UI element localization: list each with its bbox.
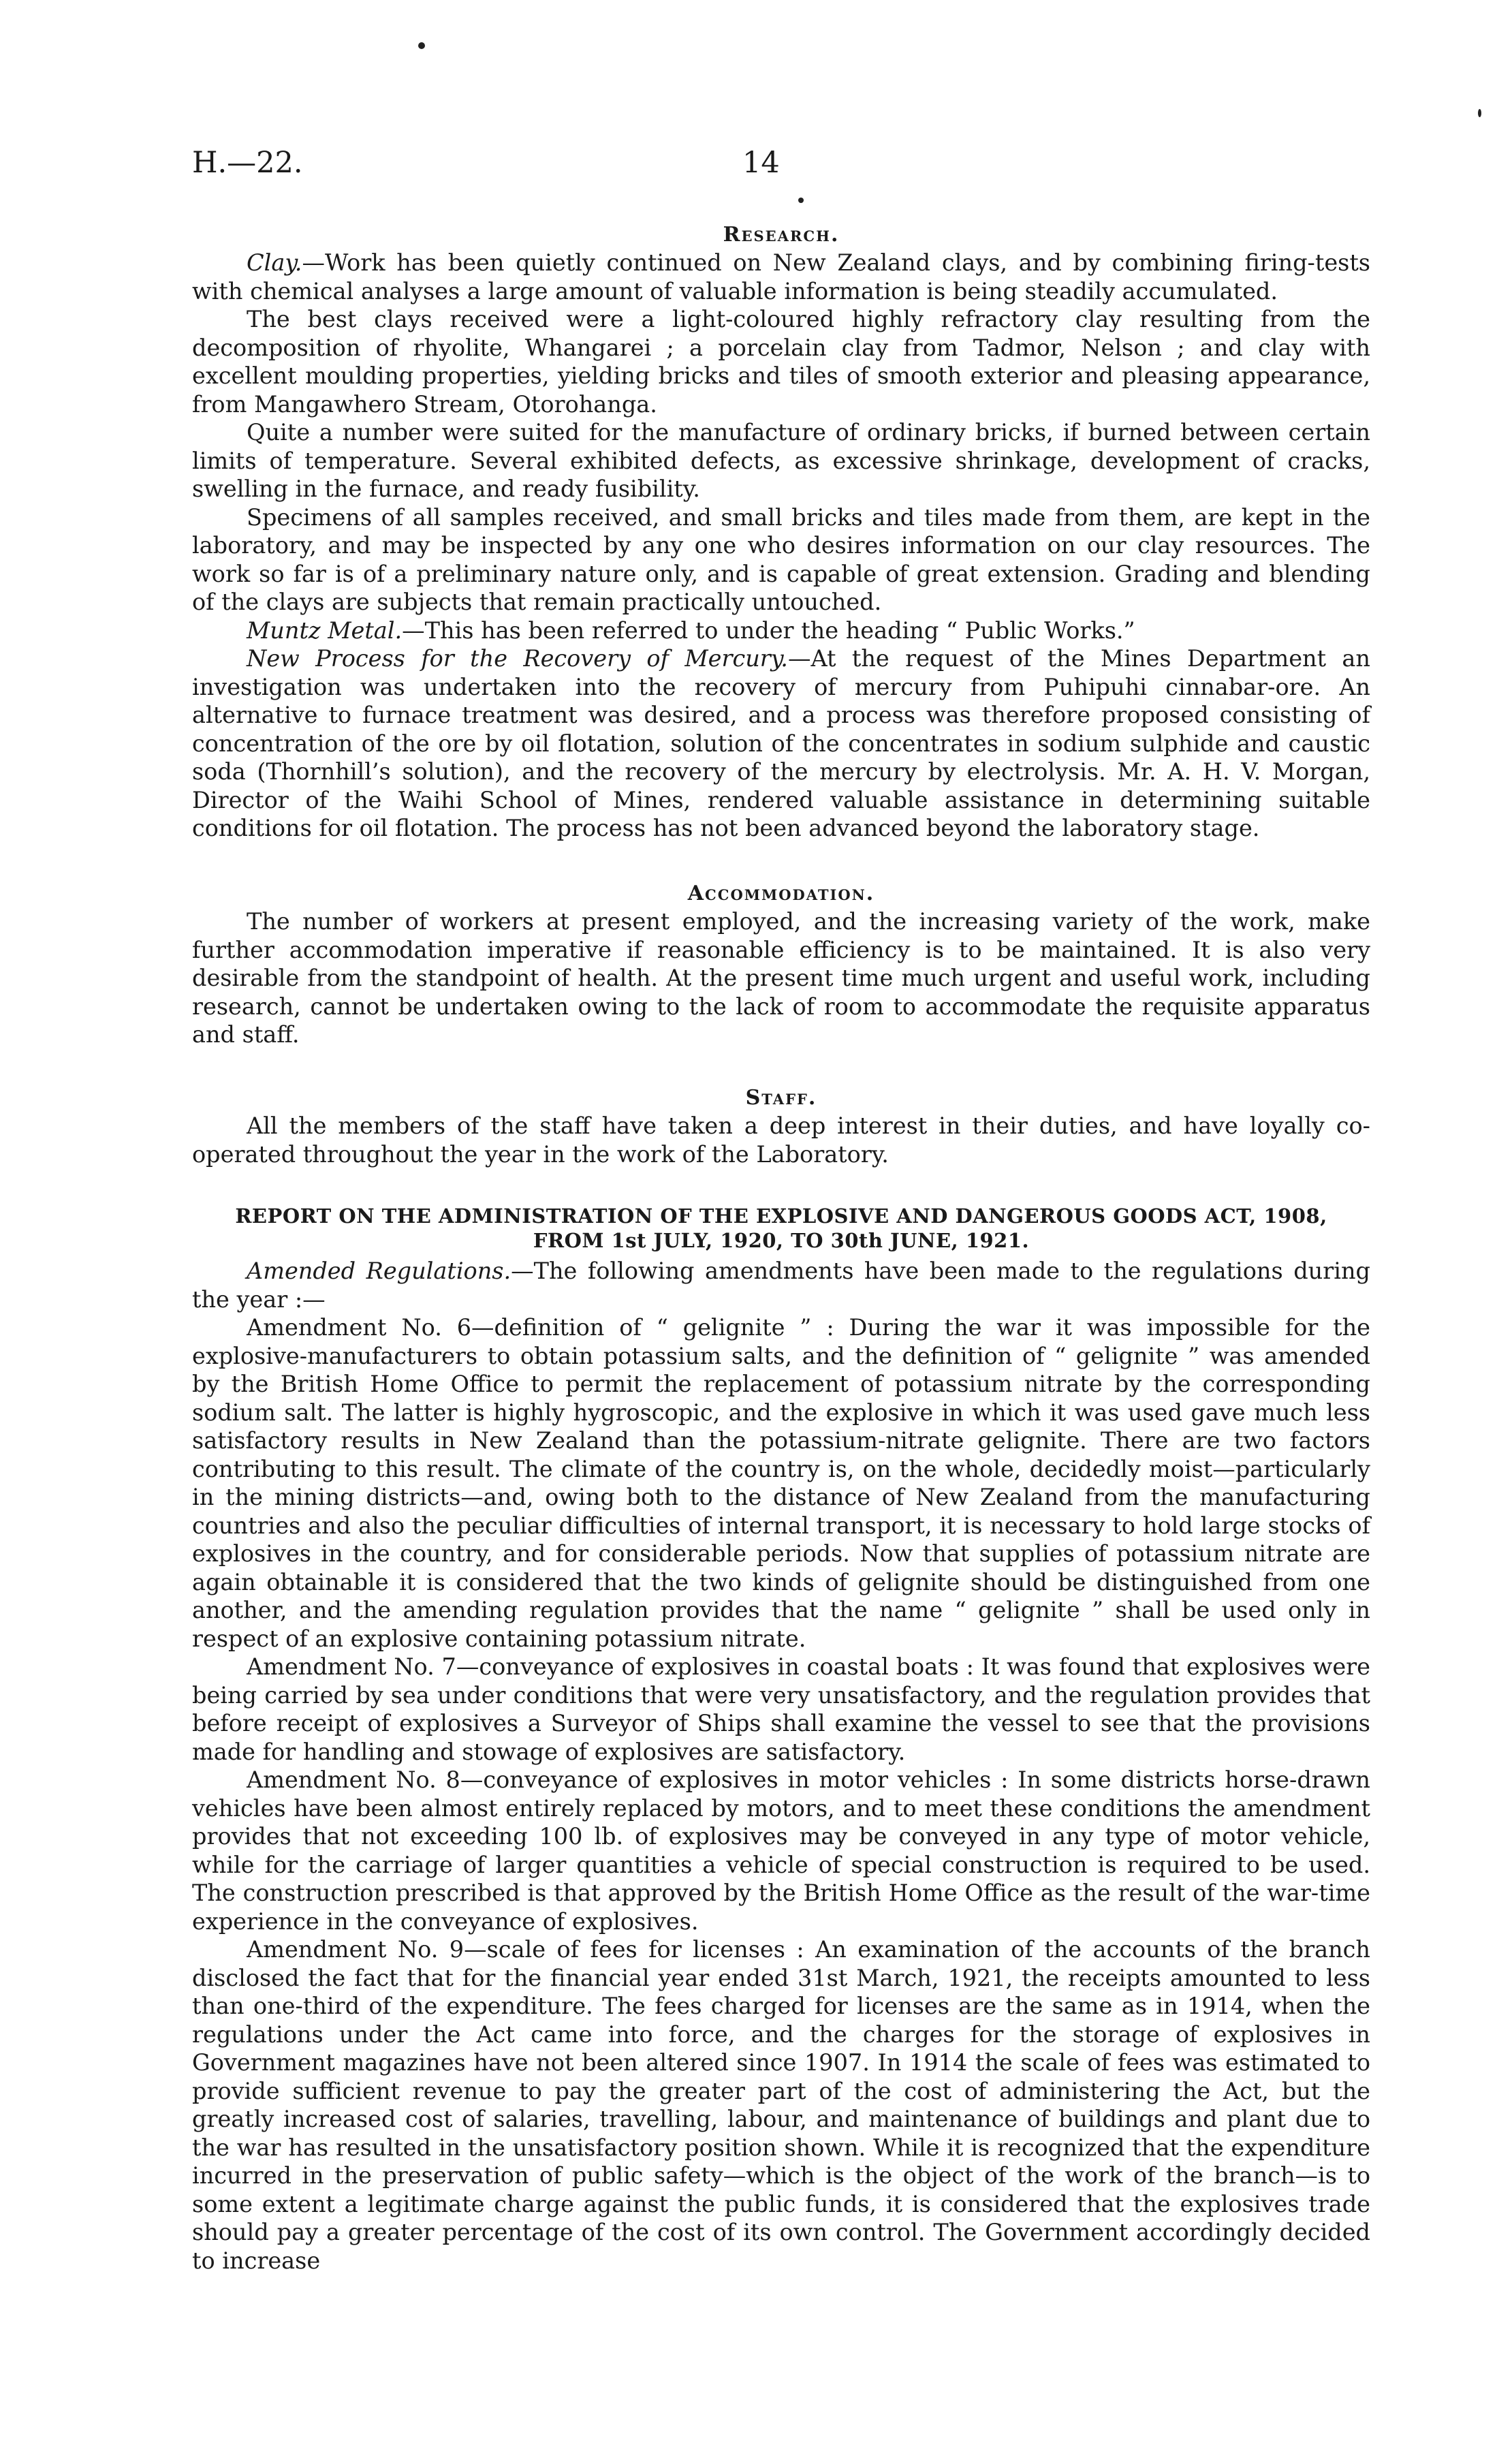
- report-paragraph: [192, 1313, 1370, 1653]
- paragraph-text: —The following amendments have been made to the regulations during the year :—: [192, 1258, 1370, 1313]
- paragraph-text: —This has been referred to under the heading “ Public Works.”: [402, 617, 1135, 644]
- ink-speck: [418, 42, 425, 49]
- paragraph-lead: New Process for the Recovery of Mercury.: [247, 645, 788, 672]
- paragraph-text: —Work has been quietly continued on New Zealand clays, and by combining firing-tests with chemical analyses a large amount of valuable information is being steadily accumulated.: [192, 249, 1370, 305]
- report-paragraph: [192, 1935, 1370, 2275]
- paragraph-text: Amendment No. 7—conveyance of explosives in coastal boats : It was found that explosives were being carried by sea under conditions that were very unsatisfactory, and the regulation provides that before receipt of explosives a Surveyor of Ships shall examine the vessel to see that the provisions made for handling and stowage of explosives are satisfactory.: [192, 1653, 1370, 1765]
- paragraph-text: Amendment No. 9—scale of fees for licenses : An examination of the accounts of the branch disclosed the fact that for the financial year ended 31st March, 1921, the receipts amounted to less than one-third of the expenditure. The fees charged for licenses are the same as in 1914, when the regulations under the Act came into force, and the charges for the storage of explosives in Government magazines have not been altered since 1907. In 1914 the scale of fees was estimated to provide sufficient revenue to pay the greater part of the cost of administering the Act, but the greatly increased cost of salaries, travelling, labour, and maintenance of buildings and plant due to the war has resulted in the unsatisfactory position shown. While it is recognized that the expenditure incurred in the preservation of public safety—which is the object of the work of the branch—is to some extent a legitimate charge against the public funds, it is considered that the explosives trade should pay a greater percentage of the cost of its own control. The Government accordingly decided to increase: [192, 1936, 1370, 2274]
- report-paragraph: [192, 1257, 1370, 1313]
- research-section: [192, 221, 1370, 843]
- document-code: H.—22.: [192, 146, 303, 180]
- research-heading: Research.: [723, 223, 840, 247]
- page-header: [192, 146, 1370, 193]
- staff-paragraph: [192, 1112, 1370, 1168]
- report-paragraph: [192, 1653, 1370, 1766]
- paragraph-lead: Amended Regulations.: [247, 1258, 511, 1284]
- paragraph-text: All the members of the staff have taken a deep interest in their duties, and have loyally co-operated throughout the year in the work of the Laboratory.: [192, 1112, 1370, 1168]
- paragraph-text: Quite a number were suited for the manufacture of ordinary bricks, if burned between certain limits of temperature. Several exhibited defects, as excessive shrinkage, development of cracks, swelling in the furnace, and ready fusibility.: [192, 419, 1370, 502]
- paragraph-text: The number of workers at present employed, and the increasing variety of the work, make further accommodation imperative if reasonable efficiency is to be maintained. It is also very desirable from the standpoint of health. At the present time much urgent and useful work, including research, cannot be undertaken owing to the lack of room to accommodate the requisite apparatus and staff.: [192, 908, 1370, 1048]
- page-number: 14: [742, 146, 780, 180]
- report-paragraph: [192, 1766, 1370, 1935]
- report-heading-line-2: FROM 1st JULY, 1920, TO 30th JUNE, 1921.: [533, 1229, 1030, 1252]
- research-paragraph: [192, 644, 1370, 843]
- paragraph-text: The best clays received were a light-coloured highly refractory clay resulting from the decomposition of rhyolite, Whangarei ; a porcelain clay from Tadmor, Nelson ; and clay with excellent moulding properties, yielding bricks and tiles of smooth exterior and pleasing appearance, from Mangawhero Stream, Otorohanga.: [192, 306, 1370, 418]
- staff-section: [192, 1085, 1370, 1168]
- accommodation-paragraph: [192, 907, 1370, 1049]
- accommodation-section: [192, 880, 1370, 1049]
- paragraph-text: Specimens of all samples received, and small bricks and tiles made from them, are kept in the laboratory, and may be inspected by any one who desires information on our clay resources. The work so far is of a preliminary nature only, and is capable of great extension. Grading and blending of the clays are subjects that remain practically untouched.: [192, 503, 1370, 615]
- research-paragraph: [192, 305, 1370, 418]
- research-paragraph: [192, 249, 1370, 305]
- research-paragraph: [192, 617, 1370, 645]
- staff-heading: Staff.: [745, 1086, 817, 1110]
- research-paragraph: [192, 418, 1370, 503]
- paragraph-text: Amendment No. 6—definition of “ gelignite ” : During the war it was impossible for the explosive-manufacturers to obtain potassium salts, and the definition of “ gelignite ” was amended by the British Home Office to permit the replacement of potassium nitrate by the corresponding sodium salt. The latter is highly hygroscopic, and the explosive in which it was used gave much less satisfactory results in New Zealand than the potassium-nitrate gelignite. There are two factors contributing to this result. The climate of the country is, on the whole, decidedly moist—particularly in the mining districts—and, owing both to the distance of New Zealand from the manufacturing countries and also the peculiar difficulties of internal transport, it is necessary to hold large stocks of explosives in the country, and for considerable periods. Now that supplies of potassium nitrate are again obtainable it is considered that the two kinds of gelignite should be distinguished from one another, and the amending regulation provides that the name “ gelignite ” shall be used only in respect of an explosive containing potassium nitrate.: [192, 1314, 1370, 1652]
- accommodation-heading: Accommodation.: [687, 882, 875, 905]
- report-heading-line-1: REPORT ON THE ADMINISTRATION OF THE EXPLOSIVE AND DANGEROUS GOODS ACT, 1908,: [235, 1204, 1327, 1228]
- ink-speck: [798, 198, 804, 203]
- paragraph-lead: Clay.: [247, 249, 302, 276]
- paragraph-text: Amendment No. 8—conveyance of explosives in motor vehicles : In some districts horse-drawn vehicles have been almost entirely replaced by motors, and to meet these conditions the amendment provides that not exceeding 100 lb. of explosives may be conveyed in any type of motor vehicle, while for the carriage of larger quantities a vehicle of special construction is required to be used. The construction prescribed is that approved by the British Home Office as the result of the war-time experience in the conveyance of explosives.: [192, 1766, 1370, 1935]
- paragraph-text: —At the request of the Mines Department an investigation was undertaken into the recovery of mercury from Puhipuhi cinnabar-ore. An alternative to furnace treatment was desired, and a process was therefore proposed consisting of concentration of the ore by oil flotation, solution of the concentrates in sodium sulphide and caustic soda (Thornhill’s solution), and the recovery of the mercury by electrolysis. Mr. A. H. V. Morgan, Director of the Waihi School of Mines, rendered valuable assistance in determining suitable conditions for oil flotation. The process has not been advanced beyond the laboratory stage.: [192, 645, 1370, 841]
- report-section: [192, 1204, 1370, 2275]
- paragraph-lead: Muntz Metal.: [247, 617, 403, 644]
- ink-speck: [1478, 109, 1481, 117]
- research-paragraph: [192, 503, 1370, 617]
